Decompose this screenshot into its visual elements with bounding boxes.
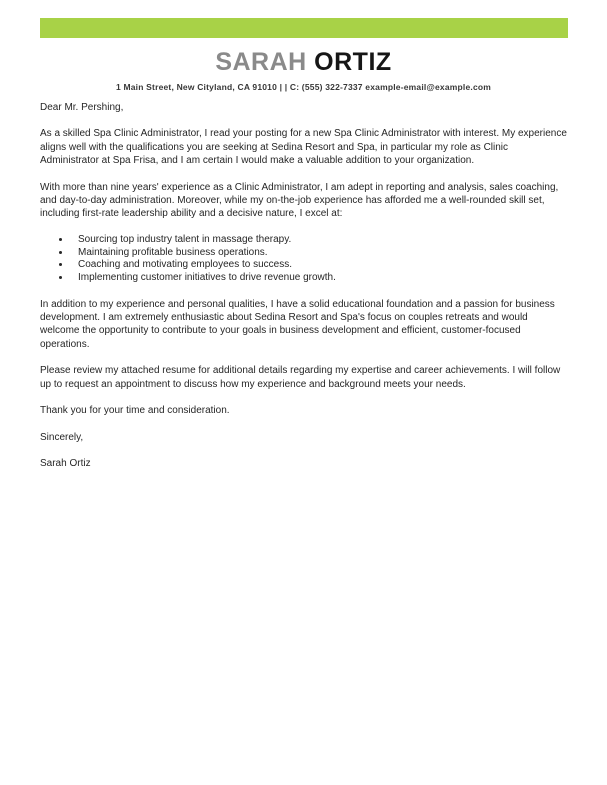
letter-body xyxy=(40,101,568,483)
bullet-item: • Coaching and motivating employees to success. xyxy=(71,259,568,272)
salutation: Dear Mr. Pershing, xyxy=(40,102,124,113)
accent-bar xyxy=(40,18,568,38)
signature: Sarah Ortiz xyxy=(40,457,91,469)
letter-header xyxy=(0,48,607,92)
paragraph-resume: Please review my attached resume for additional details regarding my expertise and career achievements. I will follow up to request an appointment to discuss how my experience and background meets your needs. xyxy=(40,365,561,390)
skill-bullet-list xyxy=(40,234,568,285)
closing: Sincerely, xyxy=(40,431,84,443)
paragraph-experience: With more than nine years' experience as a Clinic Administrator, I am adept in reporting and analysis, sales coaching, and day-to-day administration. Moreover, while my on-the-job experience has afforded me a well-rounded skill set, including first-rate leadership ability and a decisive nature, I excel at: xyxy=(40,181,559,220)
bullet-item: • Implementing customer initiatives to drive revenue growth. xyxy=(71,272,568,285)
candidate-name xyxy=(0,48,607,76)
candidate-first-name: SARAH xyxy=(215,48,307,76)
paragraph-education: In addition to my experience and personal qualities, I have a solid educational foundation and a passion for business development. I am extremely enthusiastic about Sedina Resort and Spa's focus on couples retreats and would welcome the opportunity to contribute to your goals in business development and efficient, customer-focused operations. xyxy=(40,298,555,350)
bullet-item: • Maintaining profitable business operations. xyxy=(71,247,568,260)
paragraph-intro: As a skilled Spa Clinic Administrator, I read your posting for a new Spa Clinic Administrator with interest. My experience aligns well with the qualifications you are seeking at Sedina Resort and Spa, in particular my role as Clinic Administrator at Spa Frisa, and I am certain I would make a valuable addition to your organization. xyxy=(40,128,567,167)
bullet-item: • Sourcing top industry talent in massage therapy. xyxy=(71,234,568,247)
candidate-last-name: ORTIZ xyxy=(314,48,392,76)
contact-info: 1 Main Street, New Cityland, CA 91010 | | C: (555) 322-7337 example-email@example.com xyxy=(115,82,492,92)
paragraph-thanks: Thank you for your time and consideration. xyxy=(40,405,230,417)
